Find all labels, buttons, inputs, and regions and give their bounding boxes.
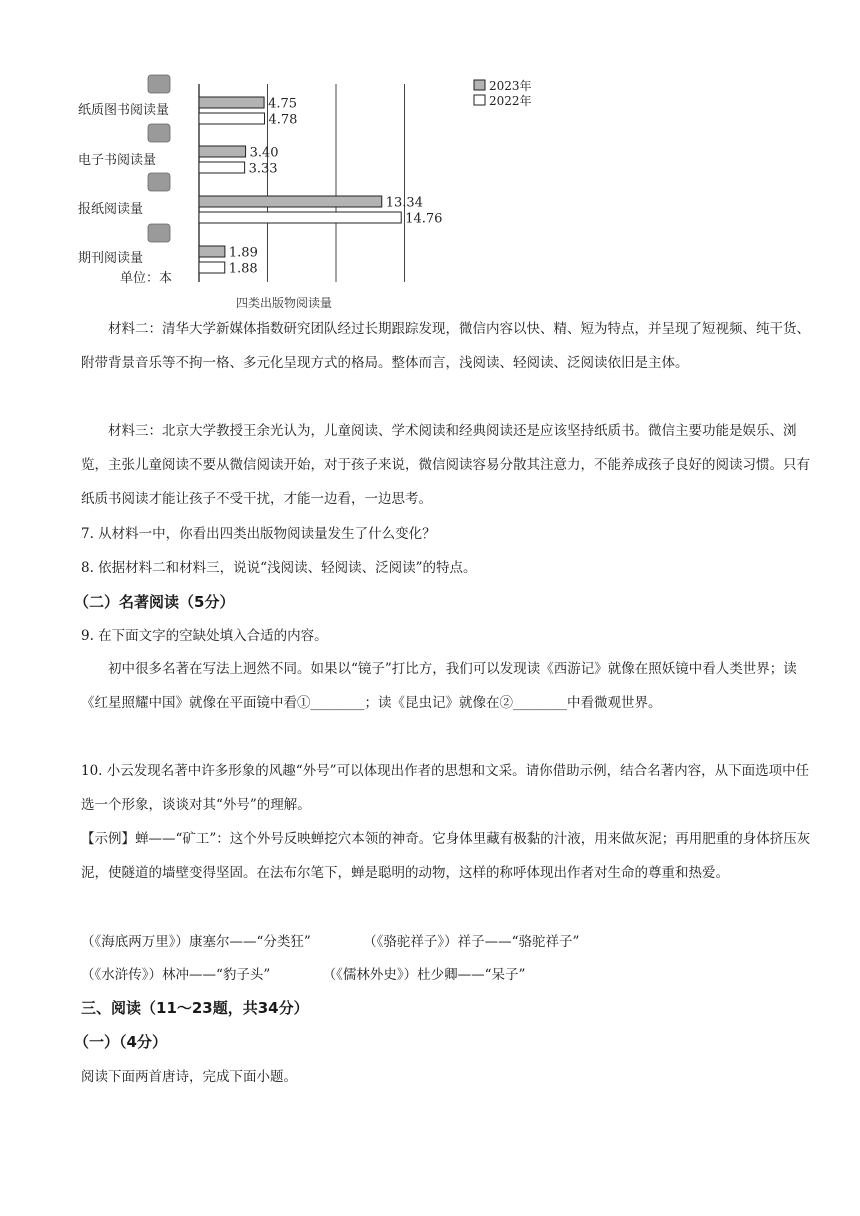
question-9-text: 初中很多名著在写法上迥然不同。如果以“镜子”打比方，我们可以发现读《西游记》就像在照妖镜中看人类世界；读《红星照耀中国》就像在平面镜中看①________；读《昆虫记》就像在②________中看微观世界。 (81, 661, 797, 711)
newspaper-icon (148, 173, 170, 191)
book-icon (148, 75, 170, 93)
data-label: 4.75 (268, 96, 298, 112)
category-label: 报纸阅读量 (78, 202, 144, 217)
bar (199, 113, 264, 124)
bar (199, 196, 382, 207)
category-label: 期刊阅读量 (78, 251, 144, 266)
category-label: 电子书阅读量 (78, 153, 157, 168)
material-three: 材料三：北京大学教授王余光认为，儿童阅读、学术阅读和经典阅读还是应该坚持纸质书。微信主要功能是娱乐、浏览，主张儿童阅读不要从微信阅读开始，对于孩子来说，微信阅读容易分散其注意力，不能养成孩子良好的阅读习惯。只有纸质书阅读才能让孩子不受干扰，才能一边看，一边思考。 (81, 423, 810, 507)
data-label: 13.34 (385, 195, 423, 211)
data-label: 1.89 (228, 245, 258, 261)
section-classics-heading: （二）名著阅读（5分） (74, 593, 235, 611)
reading-chart (70, 66, 570, 316)
magazine-icon (148, 224, 170, 242)
data-label: 3.33 (248, 161, 278, 177)
bar-chart (70, 66, 570, 316)
option-dushaoqing: （《儒林外史》）杜少卿——“呆子” (322, 967, 526, 983)
data-label: 3.40 (249, 145, 279, 161)
bar (199, 146, 246, 157)
legend-label: 2022年 (489, 94, 532, 108)
option-linchong: （《水浒传》）林冲——“豹子头” (81, 967, 271, 983)
chart-caption: 四类出版物阅读量 (236, 296, 333, 310)
bar (199, 262, 225, 273)
legend-swatch (474, 80, 485, 90)
option-conseil: （《海底两万里》）康塞尔——“分类狂” (81, 934, 311, 950)
unit-label: 单位：本 (120, 271, 173, 286)
category-label: 纸质图书阅读量 (78, 103, 170, 118)
ebook-icon (148, 124, 170, 142)
data-label: 14.76 (405, 211, 443, 227)
options-row-1 (81, 930, 627, 950)
example-paragraph: 【示例】蝉——“矿工”：这个外号反映蝉挖穴本领的神奇。它身体里藏有极黏的汁液，用来做灰泥；再用肥重的身体挤压灰泥，使隧道的墙壁变得坚固。在法布尔笔下，蝉是聪明的动物，这样的称呼体现出作者对生命的尊重和热爱。 (81, 831, 811, 881)
question-9: 9. 在下面文字的空缺处填入合适的内容。 (81, 628, 328, 644)
bar (199, 162, 245, 173)
question-7: 7. 从材料一中，你看出四类出版物阅读量发生了什么变化？ (81, 526, 436, 542)
options-row-2 (81, 963, 573, 983)
question-8: 8. 依据材料二和材料三，说说“浅阅读、轻阅读、泛阅读”的特点。 (81, 560, 477, 576)
reading-instruction: 阅读下面两首唐诗，完成下面小题。 (81, 1069, 297, 1085)
material-two: 材料二：清华大学新媒体指数研究团队经过长期跟踪发现，微信内容以快、精、短为特点，并呈现了短视频、纯干货、附带背景音乐等不拘一格、多元化呈现方式的格局。整体而言，浅阅读、轻阅读、泛阅读依旧是主体。 (81, 321, 810, 371)
data-label: 4.78 (268, 112, 298, 128)
bar (199, 246, 225, 257)
question-10: 10. 小云发现名著中许多形象的风趣“外号”可以体现出作者的思想和文采。请你借助示例，结合名著内容，从下面选项中任选一个形象，谈谈对其“外号”的理解。 (81, 763, 810, 813)
sub-section-heading: （一）（4分） (74, 1033, 167, 1051)
bar (199, 97, 264, 108)
data-label: 1.88 (228, 261, 258, 277)
legend-swatch (474, 95, 485, 105)
option-xiangzi: （《骆驼祥子》）祥子——“骆驼祥子” (363, 934, 580, 950)
legend-label: 2023年 (489, 79, 532, 93)
bar (199, 212, 401, 223)
section-reading-heading: 三、阅读（11～23题，共34分） (81, 999, 309, 1017)
